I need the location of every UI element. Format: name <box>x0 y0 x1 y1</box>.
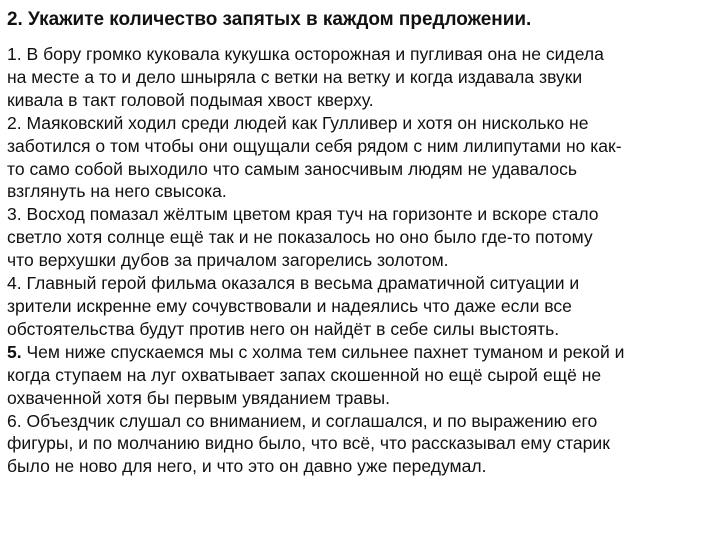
sentence-number: 6. <box>7 410 22 431</box>
sentence-text: Маяковский ходил среди людей как Гулливер и хотя он нисколько не <box>26 112 589 133</box>
sentence-text: Главный герой фильма оказался в весьма драматичной ситуации и <box>26 273 580 294</box>
sentence-number: 4. <box>7 273 22 294</box>
sentence-line <box>7 43 715 66</box>
sentence-number: 3. <box>7 204 22 225</box>
sentence-text: было не ново для него, и что это он давно уже передумал. <box>7 456 487 477</box>
sentence-text: кивала в такт головой подымая хвост кверху. <box>7 89 374 110</box>
sentence-text: что верхушки дубов за причалом загорелись золотом. <box>7 250 449 271</box>
sentence-line <box>7 112 715 135</box>
sentence-text: зрители искренне ему сочувствовали и надеялись что даже если все <box>7 295 572 316</box>
slide-content <box>7 8 715 478</box>
sentence-text: В бору громко куковала кукушка осторожная и пугливая она не сидела <box>26 44 604 64</box>
sentence-3 <box>7 203 715 272</box>
sentence-2 <box>7 112 715 204</box>
task-title: 2. Укажите количество запятых в каждом предложении. <box>7 9 532 30</box>
sentence-number: 2. <box>7 112 22 133</box>
sentence-text: когда ступаем на луг охватывает запах скошенной но ещё сырой ещё не <box>7 364 602 385</box>
sentence-number: 1. <box>7 44 22 64</box>
sentence-number: 5. <box>7 341 22 362</box>
sentence-line <box>7 272 715 295</box>
sentence-text: заботился о том чтобы они ощущали себя рядом с ним лилипутами но как- <box>7 135 622 156</box>
sentence-1 <box>7 43 715 112</box>
sentence-6 <box>7 410 715 479</box>
sentence-text: Чем ниже спускаемся мы с холма тем сильнее пахнет туманом и рекой и <box>26 341 625 362</box>
sentence-text: Объездчик слушал со вниманием, и соглашался, и по выражению его <box>26 410 598 431</box>
sentence-5 <box>7 341 715 410</box>
sentence-text: на месте а то и дело шныряла с ветки на ветку и когда издавала звуки <box>7 66 583 87</box>
sentence-text: взглянуть на него свысока. <box>7 181 227 202</box>
sentence-line <box>7 410 715 433</box>
sentence-text: светло хотя солнце ещё так и не показалось но оно было где-то потому <box>7 227 593 248</box>
sentence-line <box>7 341 715 364</box>
sentence-text: охваченной хотя бы первым увяданием травы. <box>7 387 390 408</box>
sentence-text: то само собой выходило что самым заносчивым людям не удавалось <box>7 158 578 179</box>
sentence-line <box>7 203 715 226</box>
sentence-4 <box>7 272 715 341</box>
sentence-text: Восход помазал жёлтым цветом края туч на горизонте и вскоре стало <box>26 204 599 225</box>
sentence-text: обстоятельства будут против него он найдёт в себе силы выстоять. <box>7 318 560 339</box>
sentence-text: фигуры, и по молчанию видно было, что всё, что рассказывал ему старик <box>7 433 610 454</box>
